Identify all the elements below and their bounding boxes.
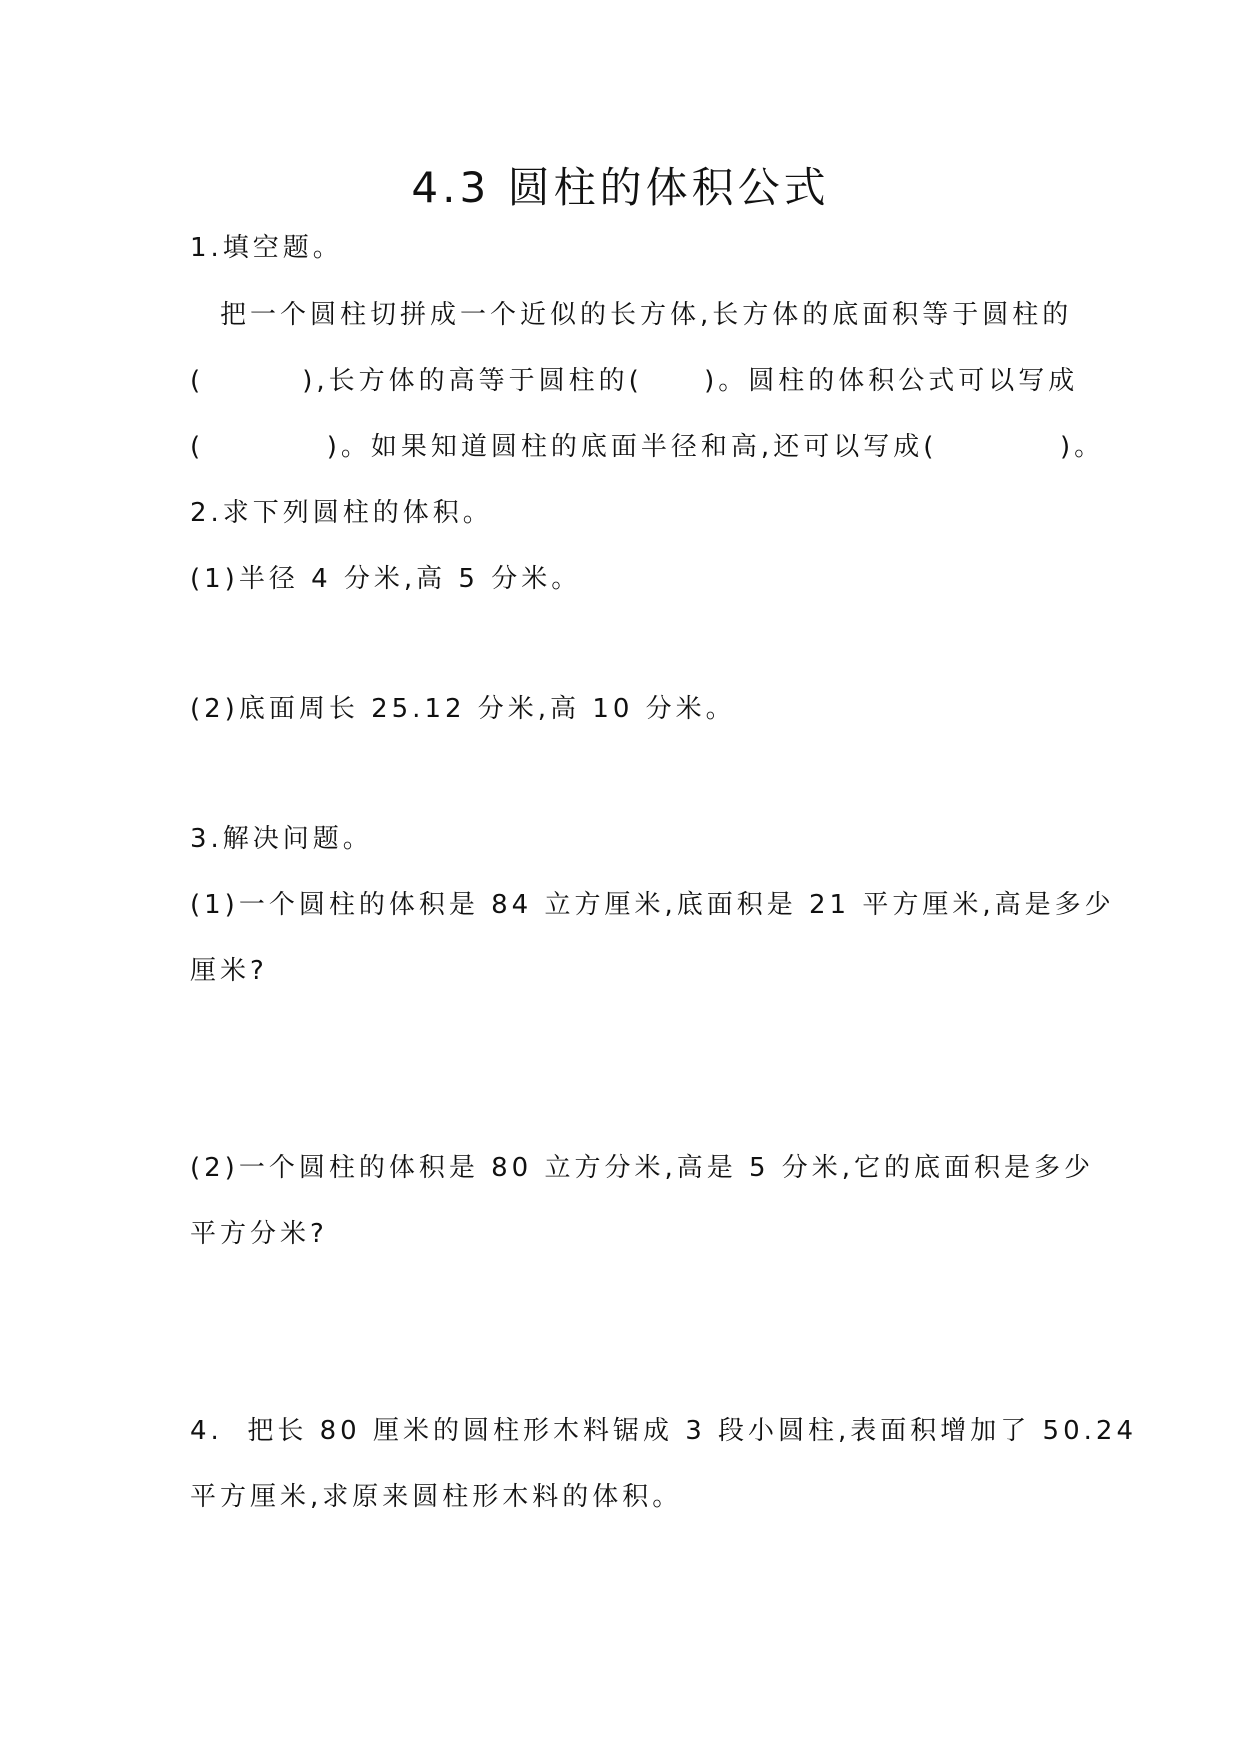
q3-heading: 3.解决问题。 xyxy=(190,824,373,854)
q3-item2-line1: (2)一个圆柱的体积是 80 立方分米,高是 5 分米,它的底面积是多少 xyxy=(190,1153,1095,1183)
q2-heading: 2.求下列圆柱的体积。 xyxy=(190,498,493,528)
q1-text-line2: ( ),长方体的高等于圆柱的( )。圆柱的体积公式可以写成 xyxy=(190,366,1079,396)
page-title: 4.3 圆柱的体积公式 xyxy=(411,163,830,212)
q2-item1: (1)半径 4 分米,高 5 分米。 xyxy=(190,564,582,594)
q4-line2: 平方厘米,求原来圆柱形木料的体积。 xyxy=(190,1482,683,1512)
q3-item1-line1: (1)一个圆柱的体积是 84 立方厘米,底面积是 21 平方厘米,高是多少 xyxy=(190,890,1115,920)
q1-heading: 1.填空题。 xyxy=(190,233,343,263)
q2-item2: (2)底面周长 25.12 分米,高 10 分米。 xyxy=(190,694,736,724)
q3-item1-line2: 厘米? xyxy=(190,956,268,986)
q1-text-line1: 把一个圆柱切拼成一个近似的长方体,长方体的底面积等于圆柱的 xyxy=(220,300,1073,330)
q3-item2-line2: 平方分米? xyxy=(190,1219,328,1249)
q4-line1: 4. 把长 80 厘米的圆柱形木料锯成 3 段小圆柱,表面积增加了 50.24 xyxy=(190,1416,1137,1446)
q1-text-line3: ( )。如果知道圆柱的底面半径和高,还可以写成( )。 xyxy=(190,432,1105,462)
